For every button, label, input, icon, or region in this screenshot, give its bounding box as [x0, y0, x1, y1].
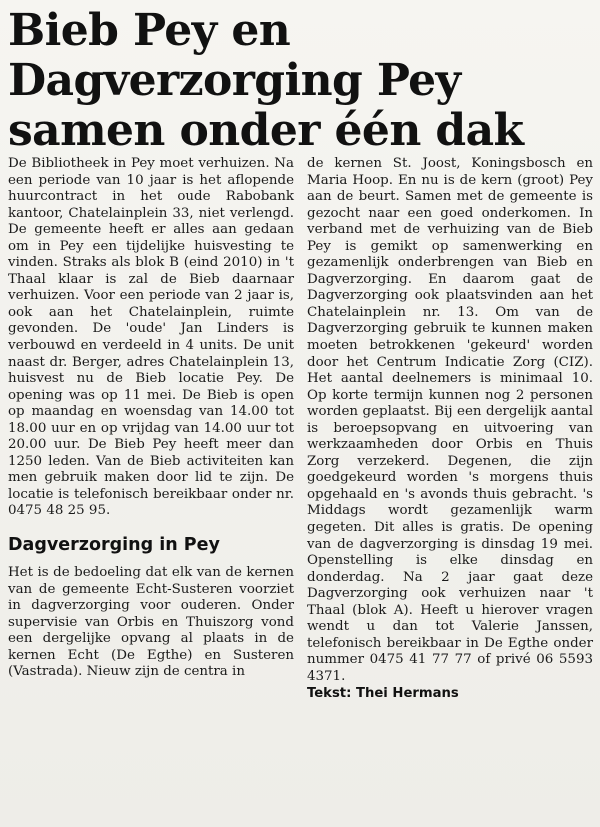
headline-line-2: Dagverzorging Pey — [8, 55, 461, 106]
column-divider — [302, 160, 303, 820]
headline-line-3: samen onder één dak — [8, 105, 524, 156]
author-byline: Tekst: Thei Hermans — [307, 685, 459, 701]
right-column — [307, 156, 593, 702]
dagverzorging-paragraph-start: Het is de bedoeling dat elk van de kernen van de gemeente Echt-Susteren voorziet in dagverzorging voor ouderen. Onder supervisie van Orbis en Thuiszorg vond een dergelijke opvang al plaats in de kernen Echt (De Egthe) en Susteren (Vastrada). Nieuw zijn de centra in — [8, 565, 294, 680]
left-column — [8, 156, 294, 681]
intro-paragraph: De Bibliotheek in Pey moet verhuizen. Na een periode van 10 jaar is het aflopende huurcontract in het oude Rabobank kantoor, Chatelainplein 33, niet verlengd. De gemeente heeft er alles aan gedaan om in Pey een tijdelijke huisvesting te vinden. Straks als blok B (eind 2010) in 't Thaal klaar is zal de Bieb daarnaar verhuizen. Voor een periode van 2 jaar is, ook aan het Chatelainplein, ruimte gevonden. De 'oude' Jan Linders is verbouwd en verdeeld in 4 units. De unit naast dr. Berger, adres Chatelainplein 13, huisvest nu de Bieb locatie Pey. De opening was op 11 mei. De Bieb is open op maandag en woensdag van 14.00 tot 18.00 uur en op vrijdag van 14.00 uur tot 20.00 uur. De Bieb Pey heeft meer dan 1250 leden. Van de Bieb activiteiten kan men gebruik maken door lid te zijn. De locatie is telefonisch bereikbaar onder nr. 0475 48 25 95. — [8, 156, 294, 519]
dagverzorging-paragraph-continued: de kernen St. Joost, Koningsbosch en Maria Hoop. En nu is de kern (groot) Pey aan de beurt. Samen met de gemeente is gezocht naar een goed onderkomen. In verband met de verhuizing van de Bieb Pey is gemikt op samenwerking en gezamenlijk onderbrengen van Bieb en Dagverzorging. En daarom gaat de Dagverzorging ook plaatsvinden aan het Chatelainplein nr. 13. Om van de Dagverzorging gebruik te kunnen maken moeten betrokkenen 'gekeurd' worden door het Centrum Indicatie Zorg (CIZ). Het aantal deelnemers is minimaal 10. Op korte termijn kunnen nog 2 personen worden geplaatst. Bij een dergelijk aantal is beroepsopvang en uitvoering van werkzaamheden door Orbis en Thuis Zorg verzekerd. Degenen, die zijn goedgekeurd worden 's morgens thuis opgehaald en 's avonds thuis gebracht. 's Middags wordt gezamenlijk warm gegeten. Dit alles is gratis. De opening van de dagverzorging is dinsdag 19 mei. Openstelling is elke dinsdag en donderdag. Na 2 jaar gaat deze Dagverzorging ook verhuizen naar 't Thaal (blok A). Heeft u hierover vragen wendt u dan tot Valerie Janssen, telefonisch bereikbaar in De Egthe onder nummer 0475 41 77 77 of privé 06 5593 4371. — [307, 156, 593, 684]
article-headline — [8, 6, 598, 156]
headline-line-1: Bieb Pey en — [8, 5, 291, 56]
section-subheading: Dagverzorging in Pey — [8, 535, 220, 556]
